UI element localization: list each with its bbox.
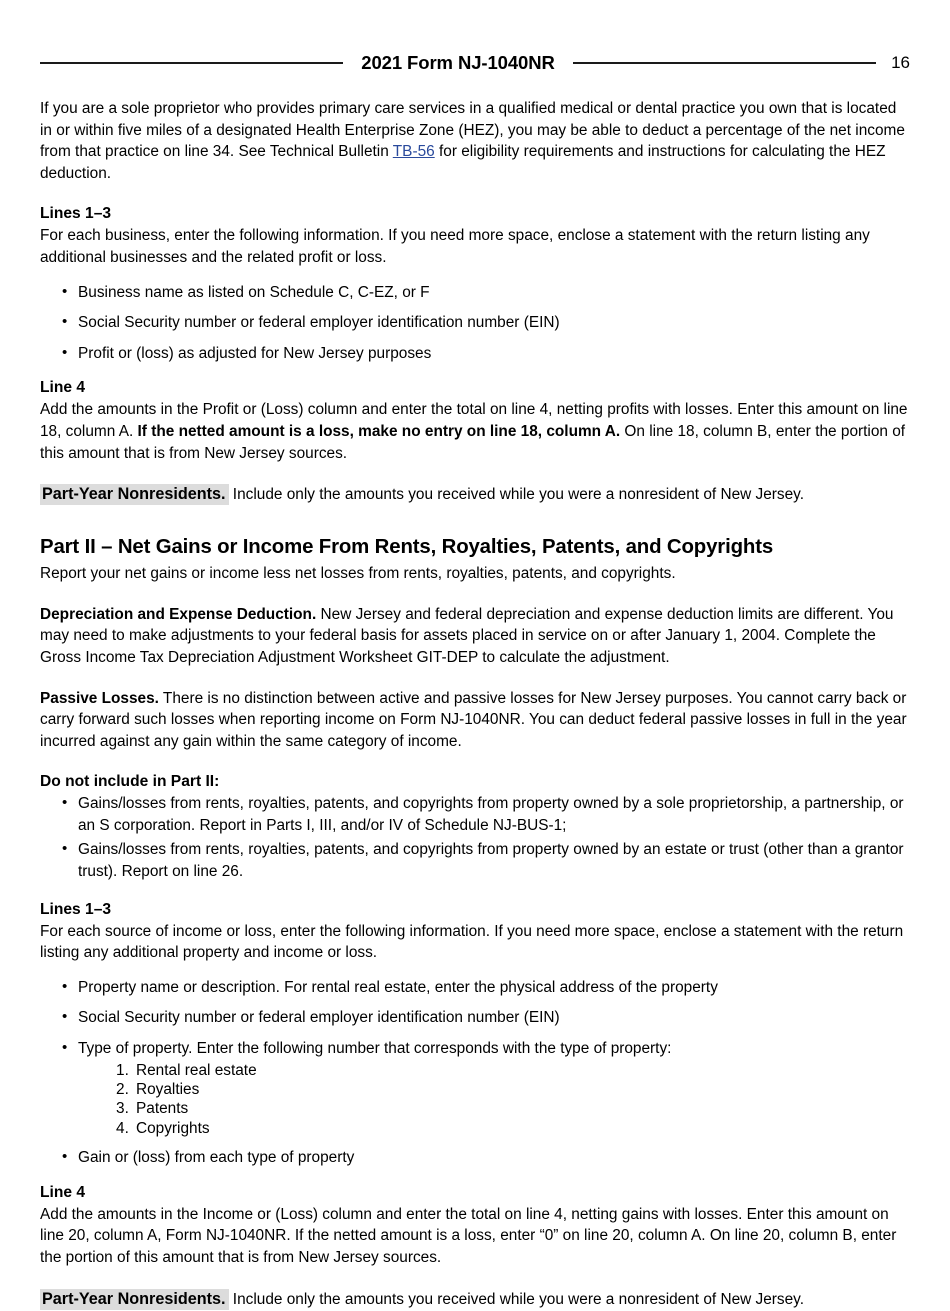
tb-56-link[interactable]: TB-56: [392, 143, 435, 161]
list-item: • Gains/losses from rents, royalties, patents, and copyrights from property owned by a sole proprietorship, a partnership, or an S corporation. Report in Parts I, III, and/or IV of Schedule NJ-BUS-1;: [40, 793, 910, 836]
part1-lines-1-3-bullet-list: [40, 282, 910, 365]
list-item: • Property name or description. For rental real estate, enter the physical address of the property: [40, 977, 910, 999]
part1-part-year-nonresidents-label: Part-Year Nonresidents.: [40, 484, 229, 505]
part2-lines-1-3-bullet-list: [40, 977, 910, 1169]
part2-do-not-include-heading: Do not include in Part II:: [40, 773, 220, 791]
part2-passive-losses-text: There is no distinction between active and passive losses for New Jersey purposes. You cannot carry back or carry forward such losses when reporting income on Form NJ-1040NR. You can deduct federal passive losses in full in the year incurred against any gain within the same category of income.: [40, 689, 907, 750]
list-item-label: Type of property. Enter the following number that corresponds with the type of property:: [78, 1040, 672, 1058]
list-item: • Social Security number or federal employer identification number (EIN): [40, 312, 910, 334]
property-type-number-list: [78, 1061, 910, 1139]
page-number: 16: [891, 53, 911, 72]
part2-part-year-nonresidents-text: Include only the amounts you received while you were a nonresident of New Jersey.: [228, 1290, 804, 1308]
part1-line-4-bold-phrase: If the netted amount is a loss, make no entry on line 18, column A.: [137, 422, 621, 440]
part2-depreciation-paragraph: [40, 604, 910, 669]
page-title: 2021 Form NJ-1040NR: [361, 52, 555, 73]
list-item: • Business name as listed on Schedule C, C-EZ, or F: [40, 282, 910, 304]
list-item: Royalties: [136, 1081, 200, 1099]
part2-lines-1-3-intro: For each source of income or loss, enter the following information. If you need more space, enclose a statement with the return listing any additional property and income or loss.: [40, 922, 904, 962]
part2-depreciation-text: New Jersey and federal depreciation and expense deduction limits are different. You may need to make adjustments to your federal basis for assets placed in service on or after January 1, 2004. Complete the Gross Income Tax Depreciation Adjustment Worksheet GIT-DEP to calculate the adjustment.: [40, 605, 894, 666]
part2-intro: Report your net gains or income less net losses from rents, royalties, patents, and copyrights.: [40, 565, 676, 583]
header-rule-right: [573, 62, 876, 64]
part2-passive-losses-paragraph: [40, 688, 910, 753]
part2-line-4-heading: Line 4: [40, 1183, 86, 1201]
list-item: • Gain or (loss) from each type of property: [40, 1147, 910, 1169]
header-rule-left: [40, 62, 343, 64]
part2-heading: Part II – Net Gains or Income From Rents, Royalties, Patents, and Copyrights: [40, 536, 774, 559]
list-item: • Gains/losses from rents, royalties, patents, and copyrights from property owned by an estate or trust (other than a grantor trust). Report on line 26.: [40, 839, 910, 882]
part1-line-4-text-1: Add the amounts in the Profit or (Loss) column and enter the total on line 4, netting profits with losses. Enter this amount on line 18, column A.: [40, 401, 908, 440]
part1-lines-1-3-heading: Lines 1–3: [40, 205, 112, 223]
part1-part-year-nonresidents-note: [40, 483, 910, 506]
part2-part-year-nonresidents-label: Part-Year Nonresidents.: [40, 1289, 229, 1310]
part1-line-4-heading: Line 4: [40, 379, 86, 397]
page-header: [40, 0, 910, 74]
part2-part-year-nonresidents-note: [40, 1288, 910, 1311]
hez-intro-text-before-link: If you are a sole proprietor who provides primary care services in a qualified medical or dental practice you own that is located in or within five miles of a designated Health Enterprise Zone (HEZ), you may be able to deduct a percentage of the net income from that practice on line 34. See Technical Bulletin: [40, 100, 905, 161]
hez-intro-text-after-link: for eligibility requirements and instructions for calculating the HEZ deduction.: [40, 143, 886, 182]
list-item: Patents: [136, 1100, 189, 1118]
part2-lines-1-3-heading: Lines 1–3: [40, 900, 112, 918]
list-item: Rental real estate: [136, 1061, 257, 1079]
part2-passive-losses-label: Passive Losses.: [40, 689, 159, 707]
part2-depreciation-label: Depreciation and Expense Deduction.: [40, 605, 317, 623]
list-item: • Social Security number or federal employer identification number (EIN): [40, 1007, 910, 1029]
list-item: • Profit or (loss) as adjusted for New Jersey purposes: [40, 343, 910, 365]
part2-do-not-include-list: [40, 793, 910, 882]
part1-part-year-nonresidents-text: Include only the amounts you received while you were a nonresident of New Jersey.: [228, 486, 804, 504]
part1-line-4-text-2: On line 18, column B, enter the portion of this amount that is from New Jersey sources.: [40, 422, 906, 462]
part2-line-4-paragraph: Add the amounts in the Income or (Loss) column and enter the total on line 4, netting gains with losses. Enter this amount on line 20, column A, Form NJ-1040NR. If the netted amount is a loss, enter “0” on line 20, column A. On line 20, column B, enter the portion of this amount that is from New Jersey sources.: [40, 1205, 897, 1267]
hez-intro-paragraph: [40, 98, 910, 184]
part1-line-4-paragraph: [40, 399, 910, 464]
part1-lines-1-3-intro: For each business, enter the following information. If you need more space, enclose a statement with the return listing any additional businesses and the related profit or loss.: [40, 227, 870, 266]
list-item: Copyrights: [136, 1119, 210, 1137]
document-content: [40, 74, 910, 1311]
list-item: [40, 1038, 910, 1138]
